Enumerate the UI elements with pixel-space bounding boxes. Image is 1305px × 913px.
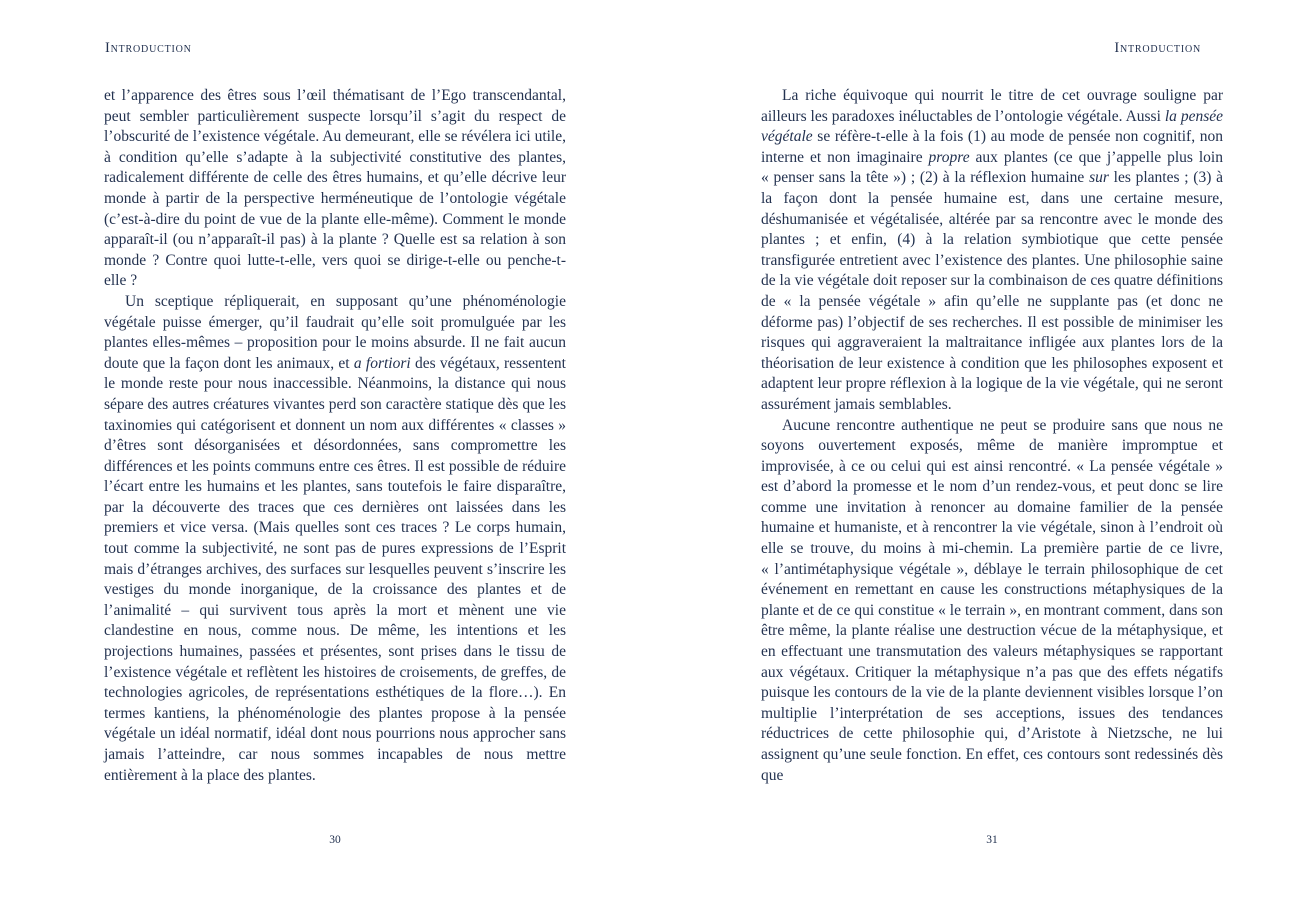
text-run: se réfère-t-elle à la fois (1) au mode de pensée non cognitif, non interne et non imaginaire [761, 128, 1223, 166]
paragraph [104, 292, 566, 786]
text-run: et l’apparence des êtres sous l’œil thématisant de l’Ego transcendantal, peut sembler particulièrement suspecte lorsqu’il s’agit du respect de l’obscurité de l’existence végétale. Au demeurant, elle se révélera ici utile, à condition qu’elle s’adapte à la subjectivité constitutive des plantes, radicalement différente de celle des êtres humains, et qu’elle décrive leur monde à partir de la perspective herméneutique de l’ontologie végétale (c’est-à-dire du point de vue de la plante elle-même). Comment le monde apparaît-il (ou n’apparaît-il pas) à la plante ? Quelle est sa relation à son monde ? Contre quoi lutte-t-elle, vers quoi se dirige-t-elle ou penche-t-elle ? [104, 87, 566, 290]
paragraph [761, 86, 1223, 416]
text-run-italic: sur [1089, 169, 1109, 187]
page-body-left [104, 86, 566, 786]
text-run: La riche équivoque qui nourrit le titre de cet ouvrage souligne par ailleurs les paradoxes inéluctables de l’ontologie végétale. Aussi [761, 87, 1223, 125]
page-number-right: 31 [986, 834, 998, 846]
page-number-left: 30 [329, 834, 341, 846]
text-run: Un sceptique répliquerait, en supposant qu’une phénoménologie végétale puisse émerger, qu’il faudrait qu’elle soit promulguée par les plantes elles-mêmes – proposition pour le moins absurde. Il ne fait aucun doute que la façon dont les animaux, et [104, 292, 566, 372]
text-run-italic: a fortiori [353, 354, 411, 372]
text-run-italic: propre [928, 148, 970, 166]
page-body-right [761, 86, 1223, 786]
running-head-right: Introduction [1114, 40, 1201, 56]
paragraph [761, 416, 1223, 787]
page-right [761, 0, 1223, 913]
text-run-italic: la pensée végétale [761, 107, 1223, 146]
running-head-left: Introduction [105, 40, 192, 56]
text-run: des végétaux, ressentent le monde reste pour nous inaccessible. Néanmoins, la distance qui nous sépare des autres créatures vivantes perd son caractère statique dès que les taxinomies qui catégorisent et donnent un nom aux différentes « classes » d’êtres sont désorganisées et désordonnées, sans compromettre les différences et les points communs entre ces êtres. Il est possible de réduire l’écart entre les humains et les plantes, sans toutefois le faire disparaître, par la découverte des traces que ces dernières ont laissées dans les premiers et vice versa. (Mais quelles sont ces traces ? Le corps humain, tout comme la subjectivité, ne sont pas de pures expressions de l’Esprit mais d’étranges archives, des surfaces sur lesquelles peuvent s’inscrire les vestiges du monde inorganique, de la croissance des plantes et de l’animalité – qui survivent tous après la mort et mènent une vie clandestine en nous, comme nous. De même, les intentions et les projections humaines, passées et présentes, sont prises dans le tissu de l’existence végétale et reflètent les histoires de croisements, de greffes, de technologies agricoles, de représentations esthétiques de la flore…). En termes kantiens, la phénoménologie des plantes propose à la pensée végétale un idéal normatif, idéal dont nous pourrions nous approcher sans jamais l’atteindre, car nous sommes incapables de nous mettre entièrement à la place des plantes. [104, 354, 566, 784]
page-left [104, 0, 566, 913]
paragraph [104, 86, 566, 292]
text-run: Aucune rencontre authentique ne peut se produire sans que nous ne soyons ouvertement exposés, même de manière impromptue et improvisée, à ce ou celui qui est ainsi rencontré. « La pensée végétale » est d’abord la promesse et le nom d’un rendez-vous, et peut donc se lire comme une invitation à renoncer au domaine familier de la pensée humaine et humaniste, et à rencontrer la vie végétale, sinon à l’endroit où elle se trouve, du moins à mi-chemin. La première partie de ce livre, « l’antimétaphysique végétale », déblaye le terrain philosophique de cet événement en remettant en cause les constructions métaphysiques de la plante et de ce qui constitue « le terrain », en montrant comment, dans son être même, la plante réalise une destruction vécue de la métaphysique, et en effectuant une transmutation des valeurs métaphysiques se rapportant aux végétaux. Critiquer la métaphysique n’a pas que des effets négatifs puisque les contours de la vie de la plante deviennent visibles lorsque l’on multiplie l’interprétation de ses acceptions, issues des tendances réductrices de cette philosophie qui, d’Aristote à Nietzsche, ne lui assignent qu’une seule fonction. En effet, ces contours sont redessinés dès que [761, 416, 1223, 784]
text-run: aux plantes (ce que j’appelle plus loin « penser sans la tête ») ; (2) à la réflexion humaine [761, 148, 1223, 187]
text-run: les plantes ; (3) à la façon dont la pensée humaine est, dans une certaine mesure, déshumanisée et végétalisée, altérée par sa rencontre avec le monde des plantes ; et enfin, (4) à la relation symbiotique que cette pensée transfigurée entretient avec l’existence des plantes. Une philosophie saine de la vie végétale doit reposer sur la combinaison de ces quatre définitions de « la pensée végétale » afin qu’elle ne supplante pas (et donc ne déforme pas) l’objectif de ses recherches. Il est possible de minimiser les risques qui aggraveraient la maltraitance infligée aux plantes lors de la théorisation de leur existence à condition que les philosophes exposent et adaptent leur propre réflexion à la logique de la vie végétale, qui ne seront assurément jamais semblables. [761, 169, 1223, 413]
